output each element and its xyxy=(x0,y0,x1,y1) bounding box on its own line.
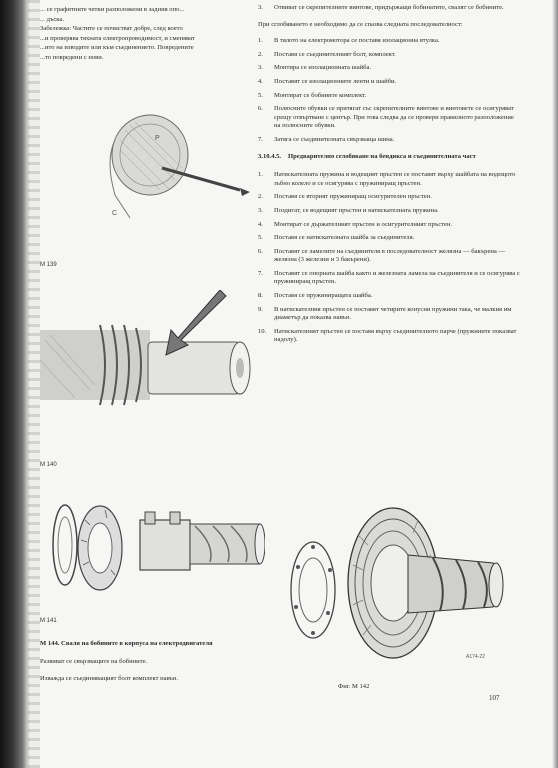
item-number: 8. xyxy=(258,292,263,300)
scan-right-edge xyxy=(552,0,558,768)
figure-label: М 139 xyxy=(40,262,57,268)
figure-caption-m142: Фиг. М 142 xyxy=(338,683,370,690)
item-text: Затяга се съединителната свързваща шина. xyxy=(274,135,395,143)
caption-line: Изважда се съединяващият болт комплект навън. xyxy=(40,675,179,683)
item-text: Натискателната пружина и водещият пръстен се поставят върху шайбата на водещото зъбно колело и се осигурява с пружиниращ пръстен. xyxy=(274,171,516,187)
pinion-rings-illustration xyxy=(45,490,265,610)
list-item xyxy=(258,171,520,188)
item-text: Поздигат, се водещият пръстен и натискателната пружина. xyxy=(274,206,439,214)
item-number: 3. xyxy=(258,206,263,214)
scan-edge-noise xyxy=(28,0,40,768)
item-number: 6. xyxy=(258,247,263,255)
left-text-line: ...и проверява тяхната електропроводимост, и сменяват xyxy=(40,34,195,42)
item-text: Поставят се опорната шайба както и железната ламела на съединителя и се осигурява с пружиниращ пръстен. xyxy=(274,269,520,286)
list-item xyxy=(258,306,520,323)
left-text-line: ...то повредени с нови. xyxy=(40,53,104,61)
item-number: 9. xyxy=(258,305,263,313)
left-text-line: Забележка: Частите се почистват добре, след което xyxy=(40,25,183,33)
left-captions xyxy=(40,640,270,693)
left-text-line: ... дъска. xyxy=(40,15,64,23)
item-number: 5. xyxy=(258,91,263,99)
item-number: 7. xyxy=(258,269,263,277)
item-number: 3. xyxy=(258,64,263,72)
item-text: Поставят се изолационните ленти и шайби. xyxy=(274,77,397,85)
section-number: 3.10.4.5. xyxy=(258,152,282,160)
right-column xyxy=(258,4,520,350)
list-item xyxy=(258,78,520,87)
item-number: 5. xyxy=(258,234,263,242)
item-text: Полюсните обувки се притягат със скрепителните винтове и винтовете се осигуряват срещу отвъртване с център. При това следва да се провери правилното разположение на полюсните обувки. xyxy=(274,105,514,130)
svg-text:P: P xyxy=(155,135,160,142)
section-heading xyxy=(258,153,520,162)
item-number: 2. xyxy=(258,193,263,201)
list-item xyxy=(258,193,520,202)
item-text: Отвиват се скрепителните винтове, придържащи бобинатите, свалят се бобините. xyxy=(274,4,504,11)
left-top-text xyxy=(40,6,250,64)
figure-label: М 141 xyxy=(40,618,57,624)
section-title: Предварително сглобяване на бендикса и съединителната част xyxy=(288,152,476,160)
assembly-paragraph: При сглобяването е необходимо да се спазва следната последователност: xyxy=(258,20,463,28)
bendix-list xyxy=(258,171,520,345)
item-number: 6. xyxy=(258,105,263,113)
list-item xyxy=(258,105,520,131)
item-text: Поставя се съединителният болт, комплект. xyxy=(274,50,396,58)
list-item xyxy=(258,248,520,265)
item-number: 1. xyxy=(258,37,263,45)
svg-text:C: C xyxy=(112,210,118,217)
item-number: 7. xyxy=(258,135,263,143)
page-number: 107 xyxy=(489,694,500,702)
figure-label: М 140 xyxy=(40,462,57,468)
item-text: Поставя се вторият пружиниращ осигурителен пръстен. xyxy=(274,193,432,201)
list-item xyxy=(258,221,520,230)
scan-dark-edge xyxy=(0,0,30,768)
item-number: 2. xyxy=(258,50,263,58)
item-text: Натискателният пръстен се поставя върху съединителното парче (пружините показват надолу). xyxy=(274,327,517,344)
item-text: В тялото на електромотора се поставя изолационна втулка. xyxy=(274,37,440,45)
figure-caption-m144: М 144. Сваля на бобините в корпуса на електродвигателя xyxy=(40,640,213,647)
list-item xyxy=(258,292,520,301)
figure-reference-code: А174-22 xyxy=(466,654,485,660)
item-text: В натискателния пръстен се поставят четирите конусни пружини така, че малкия им диаметър да показва навън. xyxy=(274,305,512,322)
item-text: Монтират се бобините комплект. xyxy=(274,91,367,99)
clutch-assembly-illustration xyxy=(268,495,508,675)
list-item xyxy=(258,51,520,60)
item-text: Поставя се пружиниращата шайба. xyxy=(274,292,373,300)
item-number: 1. xyxy=(258,171,263,179)
item-number: 4. xyxy=(258,220,263,228)
list-item xyxy=(258,37,520,46)
item-number: 3. xyxy=(258,4,263,11)
intro-item xyxy=(258,4,520,13)
item-text: Поставя се натискателната шайба за съединителя. xyxy=(274,234,415,242)
brush-holder-illustration xyxy=(90,100,260,270)
assembly-list xyxy=(258,37,520,144)
item-number: 10. xyxy=(258,327,267,335)
left-text-line: ...ито на изводите или към съединението. Повредените xyxy=(40,44,194,52)
item-text: Монтира се изолационната шайба. xyxy=(274,64,372,72)
list-item xyxy=(258,234,520,243)
left-text-line: ... се графитните четки разположени в задния опо... xyxy=(40,6,185,13)
caption-line: Развиват се свързващите на бобините. xyxy=(40,657,148,665)
armature-shaft-illustration xyxy=(40,290,270,435)
list-item xyxy=(258,328,520,345)
item-text: Поставят се ламелите на съединителя в последователност желязна — бакърена — желязна (3 железни и 3 бакърени). xyxy=(274,247,506,264)
list-item xyxy=(258,207,520,216)
list-item xyxy=(258,136,520,145)
list-item xyxy=(258,64,520,73)
item-number: 4. xyxy=(258,77,263,85)
list-item xyxy=(258,270,520,287)
item-text: Монтират се държателният пръстен и осигурителният пръстен. xyxy=(274,220,453,228)
list-item xyxy=(258,92,520,101)
